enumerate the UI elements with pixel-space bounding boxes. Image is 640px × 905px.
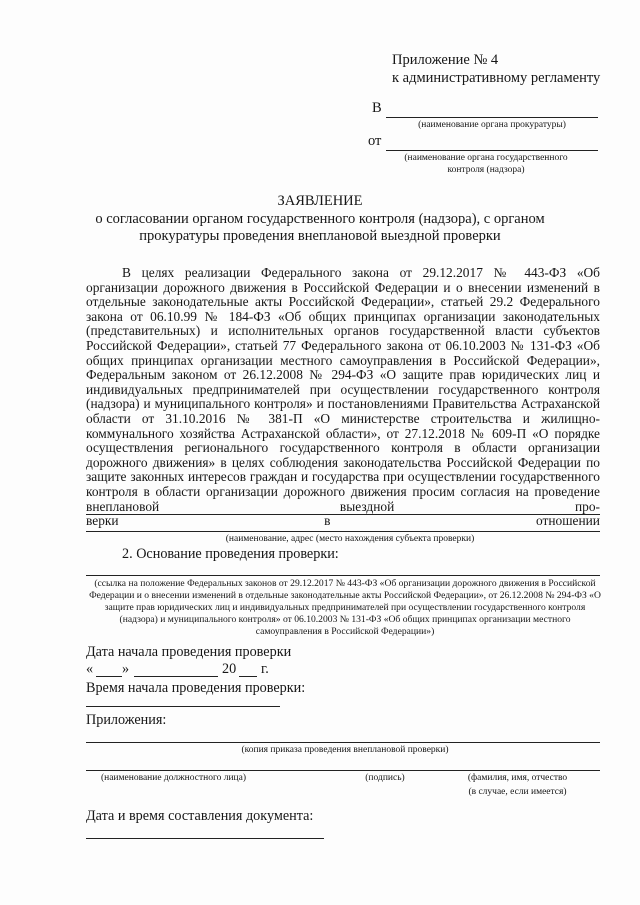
inspection-basis-line[interactable] <box>86 575 600 576</box>
from-prefix: от <box>368 133 382 149</box>
document-subtitle-2: прокуратуры проведения внеплановой выездной проверки <box>139 228 501 244</box>
year-suffix: г. <box>261 661 269 677</box>
start-time-label: Время начала проведения проверки: <box>86 680 306 696</box>
word-in: в <box>324 513 331 529</box>
day-field[interactable] <box>96 676 122 677</box>
document-datetime-field[interactable] <box>86 838 324 839</box>
control-body-line[interactable] <box>386 150 598 151</box>
attachments-caption: (копия приказа проведения внеплановой проверки) <box>241 745 449 755</box>
main-paragraph-text: В целях реализации Федерального закона от 29.12.2017 № 443-ФЗ «Об организации дорожного движения в Российской Федерации и о внесении изменений в отдельные законодательные акты Российской Федерации», статьей 29.2 Федерального закона от 06.10.99 № 184-ФЗ «Об общих принципах организации законодательных (представительных) и исполнительных органов государственной власти субъектов Российской Федерации», статьей 77 Федерального закона от 06.10.2003 № 131-ФЗ «Об общих принципах организации местного самоуправления в Российской Федерации», Федеральным законом от 26.12.2008 № 294-ФЗ «О защите прав юридических лиц и индивидуальных предпринимателей при осуществлении государственного контроля (надзора) и муниципального контроля» и постановлениями Правительства Астраханской области от 31.10.2016 № 381-П «О министерстве строительства и жилищно-коммунального хозяйства Астраханской области», от 27.12.2018 № 609-П «О порядке осуществления регионального государственного контроля в области организации дорожного движения» в целях соблюдения законодательства Российской Федерации по защите законных интересов граждан и государства при осуществлении государственного контроля в области организации дорожного движения просим согласия на проведение внеплановой выездной про- <box>86 265 600 514</box>
subject-line-1[interactable] <box>86 514 600 515</box>
official-position-caption: (наименование должностного лица) <box>100 773 247 783</box>
document-title: ЗАЯВЛЕНИЕ <box>277 193 363 209</box>
start-date-label: Дата начала проведения проверки <box>86 644 292 660</box>
full-name-caption-2: (в случае, если имеется) <box>468 787 567 797</box>
paragraph-last-row <box>86 514 600 529</box>
prosecutor-office-caption: (наименование органа прокуратуры) <box>418 120 566 130</box>
year-prefix: 20 <box>222 661 237 677</box>
control-body-caption-2: контроля (надзора) <box>447 165 525 175</box>
prosecutor-office-line[interactable] <box>386 117 598 118</box>
word-checks: верки <box>86 513 119 529</box>
start-time-field[interactable] <box>86 706 280 707</box>
signature-line[interactable] <box>86 770 600 771</box>
document-subtitle-1: о согласовании органом государственного контроля (надзора), с органом <box>95 211 545 227</box>
document-datetime-label: Дата и время составления документа: <box>86 808 314 824</box>
date-quote-close: » <box>122 661 130 677</box>
appendix-number: Приложение № 4 <box>392 52 499 68</box>
subject-caption: (наименование, адрес (место нахождения субъекта проверки) <box>225 534 475 544</box>
date-quote-open: « <box>86 661 94 677</box>
regulation-reference: к административному регламенту <box>392 70 601 86</box>
month-field[interactable] <box>134 676 218 677</box>
attachments-label: Приложения: <box>86 712 167 728</box>
legal-reference-caption: (ссылка на положение Федеральных законов от 29.12.2017 № 443-ФЗ «Об организации дорожного движения в Российской Федерации и о внесении изменений в отдельные законодательные акты Российской Федерации», от 26.12.2008 № 294-ФЗ «О защите прав юридических лиц и индивидуальных предпринимателей при осуществлении государственного контроля (надзора) и муниципального контроля» от 06.10.2003 № 131-ФЗ «Об общих принципах организации местного самоуправления в Российской Федерации») <box>89 578 601 638</box>
control-body-caption-1: (наименование органа государственного <box>404 153 568 163</box>
word-regarding: отношении <box>535 513 600 529</box>
year-field[interactable] <box>239 676 257 677</box>
inspection-basis-label: 2. Основание проведения проверки: <box>122 546 339 562</box>
subject-line-2[interactable] <box>86 531 600 532</box>
signature-caption: (подпись) <box>365 773 405 783</box>
attachments-line[interactable] <box>86 742 600 743</box>
to-prefix: В <box>372 100 382 116</box>
main-paragraph <box>86 266 600 529</box>
full-name-caption-1: (фамилия, имя, отчество <box>467 773 568 783</box>
